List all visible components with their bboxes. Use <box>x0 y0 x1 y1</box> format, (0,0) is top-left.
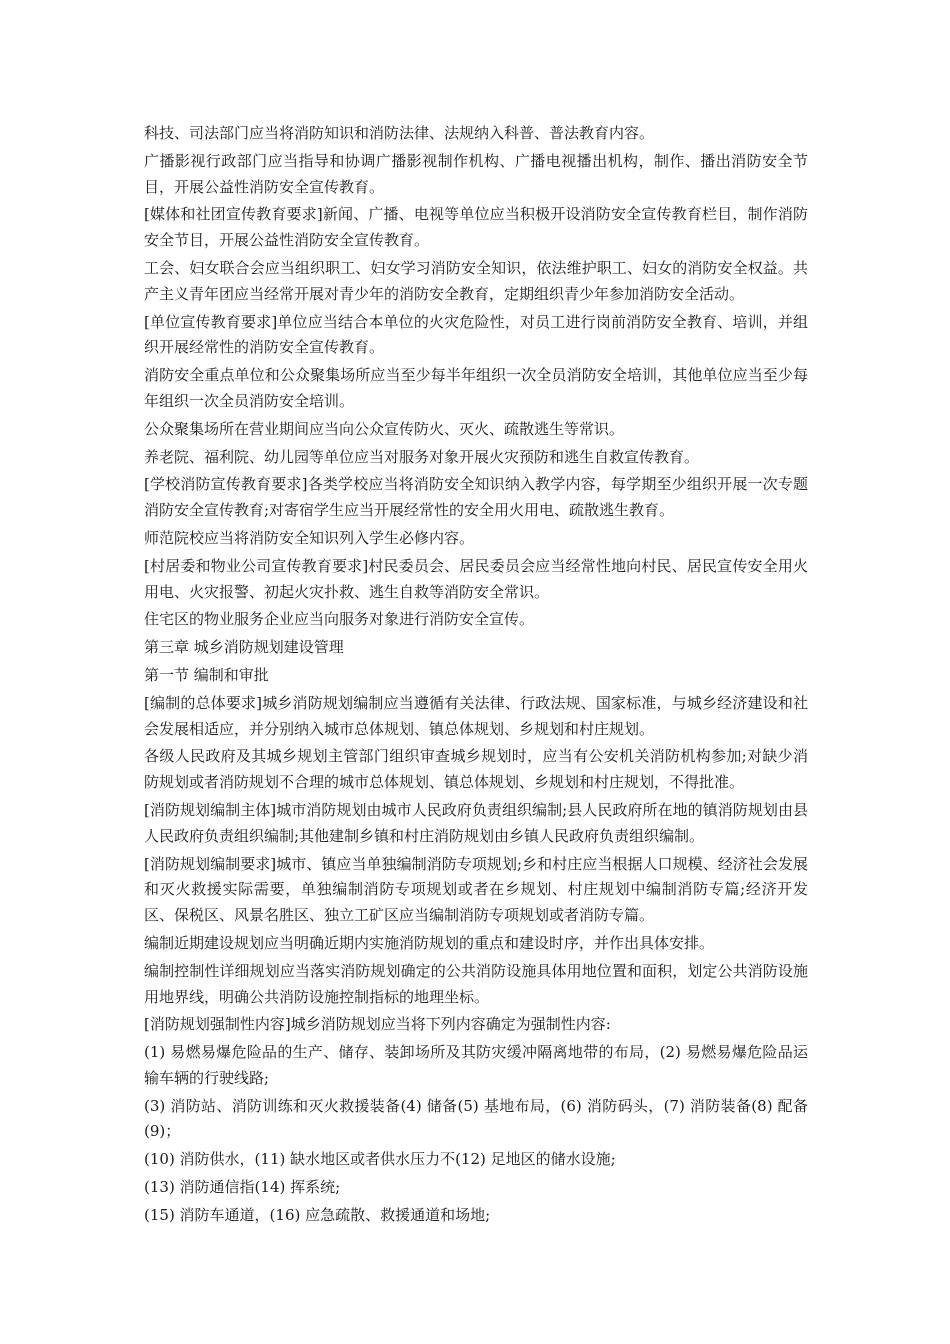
paragraph: 工会、妇女联合会应当组织职工、妇女学习消防安全知识，依法维护职工、妇女的消防安全权益。共产主义青年团应当经常开展对青少年的消防安全教育，定期组织青少年参加消防安全活动。 <box>144 258 808 303</box>
chapter-heading: 第三章 城乡消防规划建设管理 <box>144 638 344 657</box>
paragraph: [编制的总体要求]城乡消防规划编制应当遵循有关法律、行政法规、国家标准，与城乡经济建设和社会发展相适应，并分别纳入城市总体规划、镇总体规划、乡规划和村庄规划。 <box>144 693 808 738</box>
document-page <box>144 121 808 1231</box>
list-item: (1) 易燃易爆危险品的生产、储存、装卸场所及其防灾缓冲隔离地带的布局，(2) 易燃易爆危险品运输车辆的行驶线路; <box>144 1043 808 1087</box>
paragraph: 各级人民政府及其城乡规划主管部门组织审查城乡规划时，应当有公安机关消防机构参加;对缺少消防规划或者消防规划不合理的城市总体规划、镇总体规划、乡规划和村庄规划，不得批准。 <box>144 747 808 792</box>
paragraph: [村居委和物业公司宣传教育要求]村民委员会、居民委员会应当经常性地向村民、居民宣传安全用火用电、火灾报警、初起火灾扑救、逃生自救等消防安全常识。 <box>144 556 808 601</box>
paragraph: [学校消防宣传教育要求]各类学校应当将消防安全知识纳入教学内容，每学期至少组织开展一次专题消防安全宣传教育;对寄宿学生应当开展经常性的安全用火用电、疏散逃生教育。 <box>144 475 808 520</box>
paragraph: 编制近期建设规划应当明确近期内实施消防规划的重点和建设时序，并作出具体安排。 <box>144 933 715 952</box>
paragraph: 广播影视行政部门应当指导和协调广播影视制作机构、广播电视播出机构，制作、播出消防安全节目，开展公益性消防安全宣传教育。 <box>144 151 808 196</box>
paragraph: 师范院校应当将消防安全知识列入学生必修内容。 <box>144 528 475 547</box>
paragraph: 养老院、福利院、幼儿园等单位应当对服务对象开展火灾预防和逃生自救宣传教育。 <box>144 447 700 466</box>
paragraph: 科技、司法部门应当将消防知识和消防法律、法规纳入科普、普法教育内容。 <box>144 124 655 142</box>
list-item: (10) 消防供水，(11) 缺水地区或者供水压力不(12) 足地区的储水设施; <box>144 1150 616 1169</box>
paragraph: [消防规划强制性内容]城乡消防规划应当将下列内容确定为强制性内容: <box>144 1015 611 1034</box>
list-item: (15) 消防车通道，(16) 应急疏散、救援通道和场地; <box>144 1205 491 1224</box>
paragraph: [消防规划编制主体]城市消防规划由城市人民政府负责组织编制;县人民政府所在地的镇消防规划由县人民政府负责组织编制;其他建制乡镇和村庄消防规划由乡镇人民政府负责组织编制。 <box>144 800 808 845</box>
paragraph: [媒体和社团宣传教育要求]新闻、广播、电视等单位应当积极开设消防安全宣传教育栏目，制作消防安全节目，开展公益性消防安全宣传教育。 <box>144 205 808 250</box>
paragraph: 消防安全重点单位和公众聚集场所应当至少每半年组织一次全员消防安全培训，其他单位应当至少每年组织一次全员消防安全培训。 <box>144 366 808 410</box>
paragraph: [消防规划编制要求]城市、镇应当单独编制消防专项规划;乡和村庄应当根据人口规模、经济社会发展和灭火救援实际需要，单独编制消防专项规划或者在乡规划、村庄规划中编制消防专篇;经济开发区、保税区、风景名胜区、独立工矿区应当编制消防专项规划或者消防专篇。 <box>144 854 808 925</box>
paragraph: 编制控制性详细规划应当落实消防规划确定的公共消防设施具体用地位置和面积，划定公共消防设施用地界线，明确公共消防设施控制指标的地理坐标。 <box>144 961 808 1006</box>
list-item: (3) 消防站、消防训练和灭火救援装备(4) 储备(5) 基地布局，(6) 消防码头，(7) 消防装备(8) 配备(9)； <box>144 1096 808 1141</box>
paragraph: [单位宣传教育要求]单位应当结合本单位的火灾危险性，对员工进行岗前消防安全教育、培训，并组织开展经常性的消防安全宣传教育。 <box>144 312 808 357</box>
section-heading: 第一节 编制和审批 <box>144 665 269 684</box>
paragraph: 住宅区的物业服务企业应当向服务对象进行消防安全宣传。 <box>144 610 535 629</box>
list-item: (13) 消防通信指(14) 挥系统; <box>144 1178 341 1197</box>
paragraph: 公众聚集场所在营业期间应当向公众宣传防火、灭火、疏散逃生等常识。 <box>144 419 625 438</box>
